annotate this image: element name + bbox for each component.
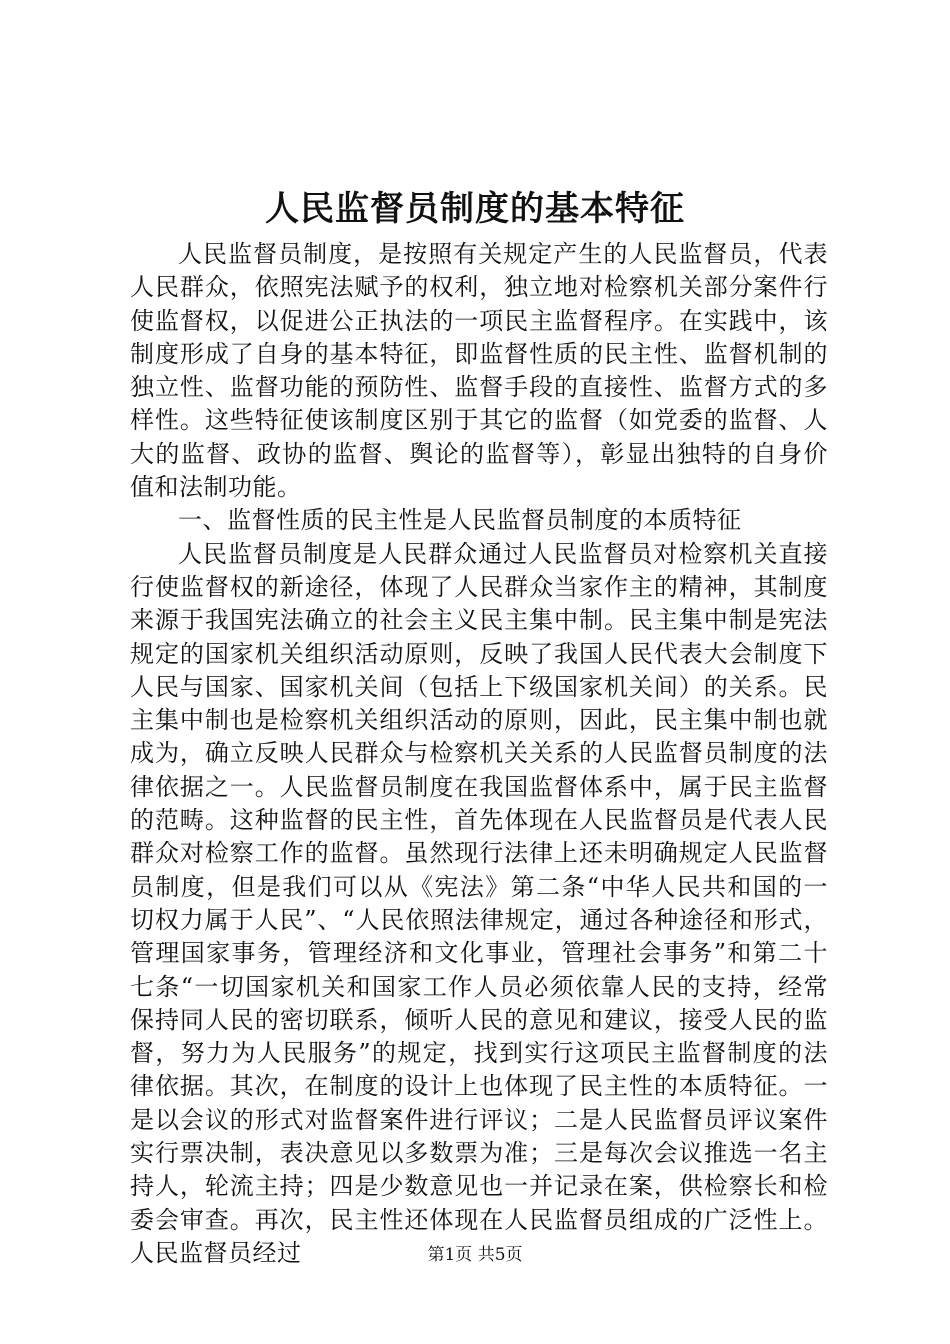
document-title: 人民监督员制度的基本特征	[265, 189, 685, 229]
intro-paragraph: 人民监督员制度，是按照有关规定产生的人民监督员，代表人民群众，依照宪法赋予的权利，独立地对检察机关部分案件行使监督权，以促进公正执法的一项民主监督程序。在实践中，该制度形成了自身的基本特征，即监督性质的民主性、监督机制的独立性、监督功能的预防性、监督手段的直接性、监督方式的多样性。这些特征使该制度区别于其它的监督（如党委的监督、人大的监督、政协的监督、舆论的监督等），彰显出独特的自身价值和法制功能。	[130, 240, 828, 502]
page-footer: 第1页 共5页	[427, 1245, 523, 1265]
document-body	[130, 238, 828, 1270]
body-paragraph: 人民监督员制度是人民群众通过人民监督员对检察机关直接行使监督权的新途径，体现了人民群众当家作主的精神，其制度来源于我国宪法确立的社会主义民主集中制。民主集中制是宪法规定的国家机关组织活动原则，反映了我国人民代表大会制度下人民与国家、国家机关间（包括上下级国家机关间）的关系。民主集中制也是检察机关组织活动的原则，因此，民主集中制也就成为，确立反映人民群众与检察机关关系的人民监督员制度的法律依据之一。人民监督员制度在我国监督体系中，属于民主监督的范畴。这种监督的民主性，首先体现在人民监督员是代表人民群众对检察工作的监督。虽然现行法律上还未明确规定人民监督员制度，但是我们可以从《宪法》第二条“中华人民共和国的一切权力属于人民”、“人民依照法律规定，通过各种途径和形式，管理国家事务，管理经济和文化事业，管理社会事务”和第二十七条“一切国家机关和国家工作人员必须依靠人民的支持，经常保持同人民的密切联系，倾听人民的意见和建议，接受人民的监督，努力为人民服务”的规定，找到实行这项民主监督制度的法律依据。其次，在制度的设计上也体现了民主性的本质特征。一是以会议的形式对监督案件进行评议；二是人民监督员评议案件实行票决制，表决意见以多数票为准；三是每次会议推选一名主持人，轮流主持；四是少数意见也一并记录在案，供检察长和检委会审查。再次，民主性还体现在人民监督员组成的广泛性上。人民监督员经过	[130, 539, 828, 1267]
section-heading: 一、监督性质的民主性是人民监督员制度的本质特征	[178, 506, 742, 535]
